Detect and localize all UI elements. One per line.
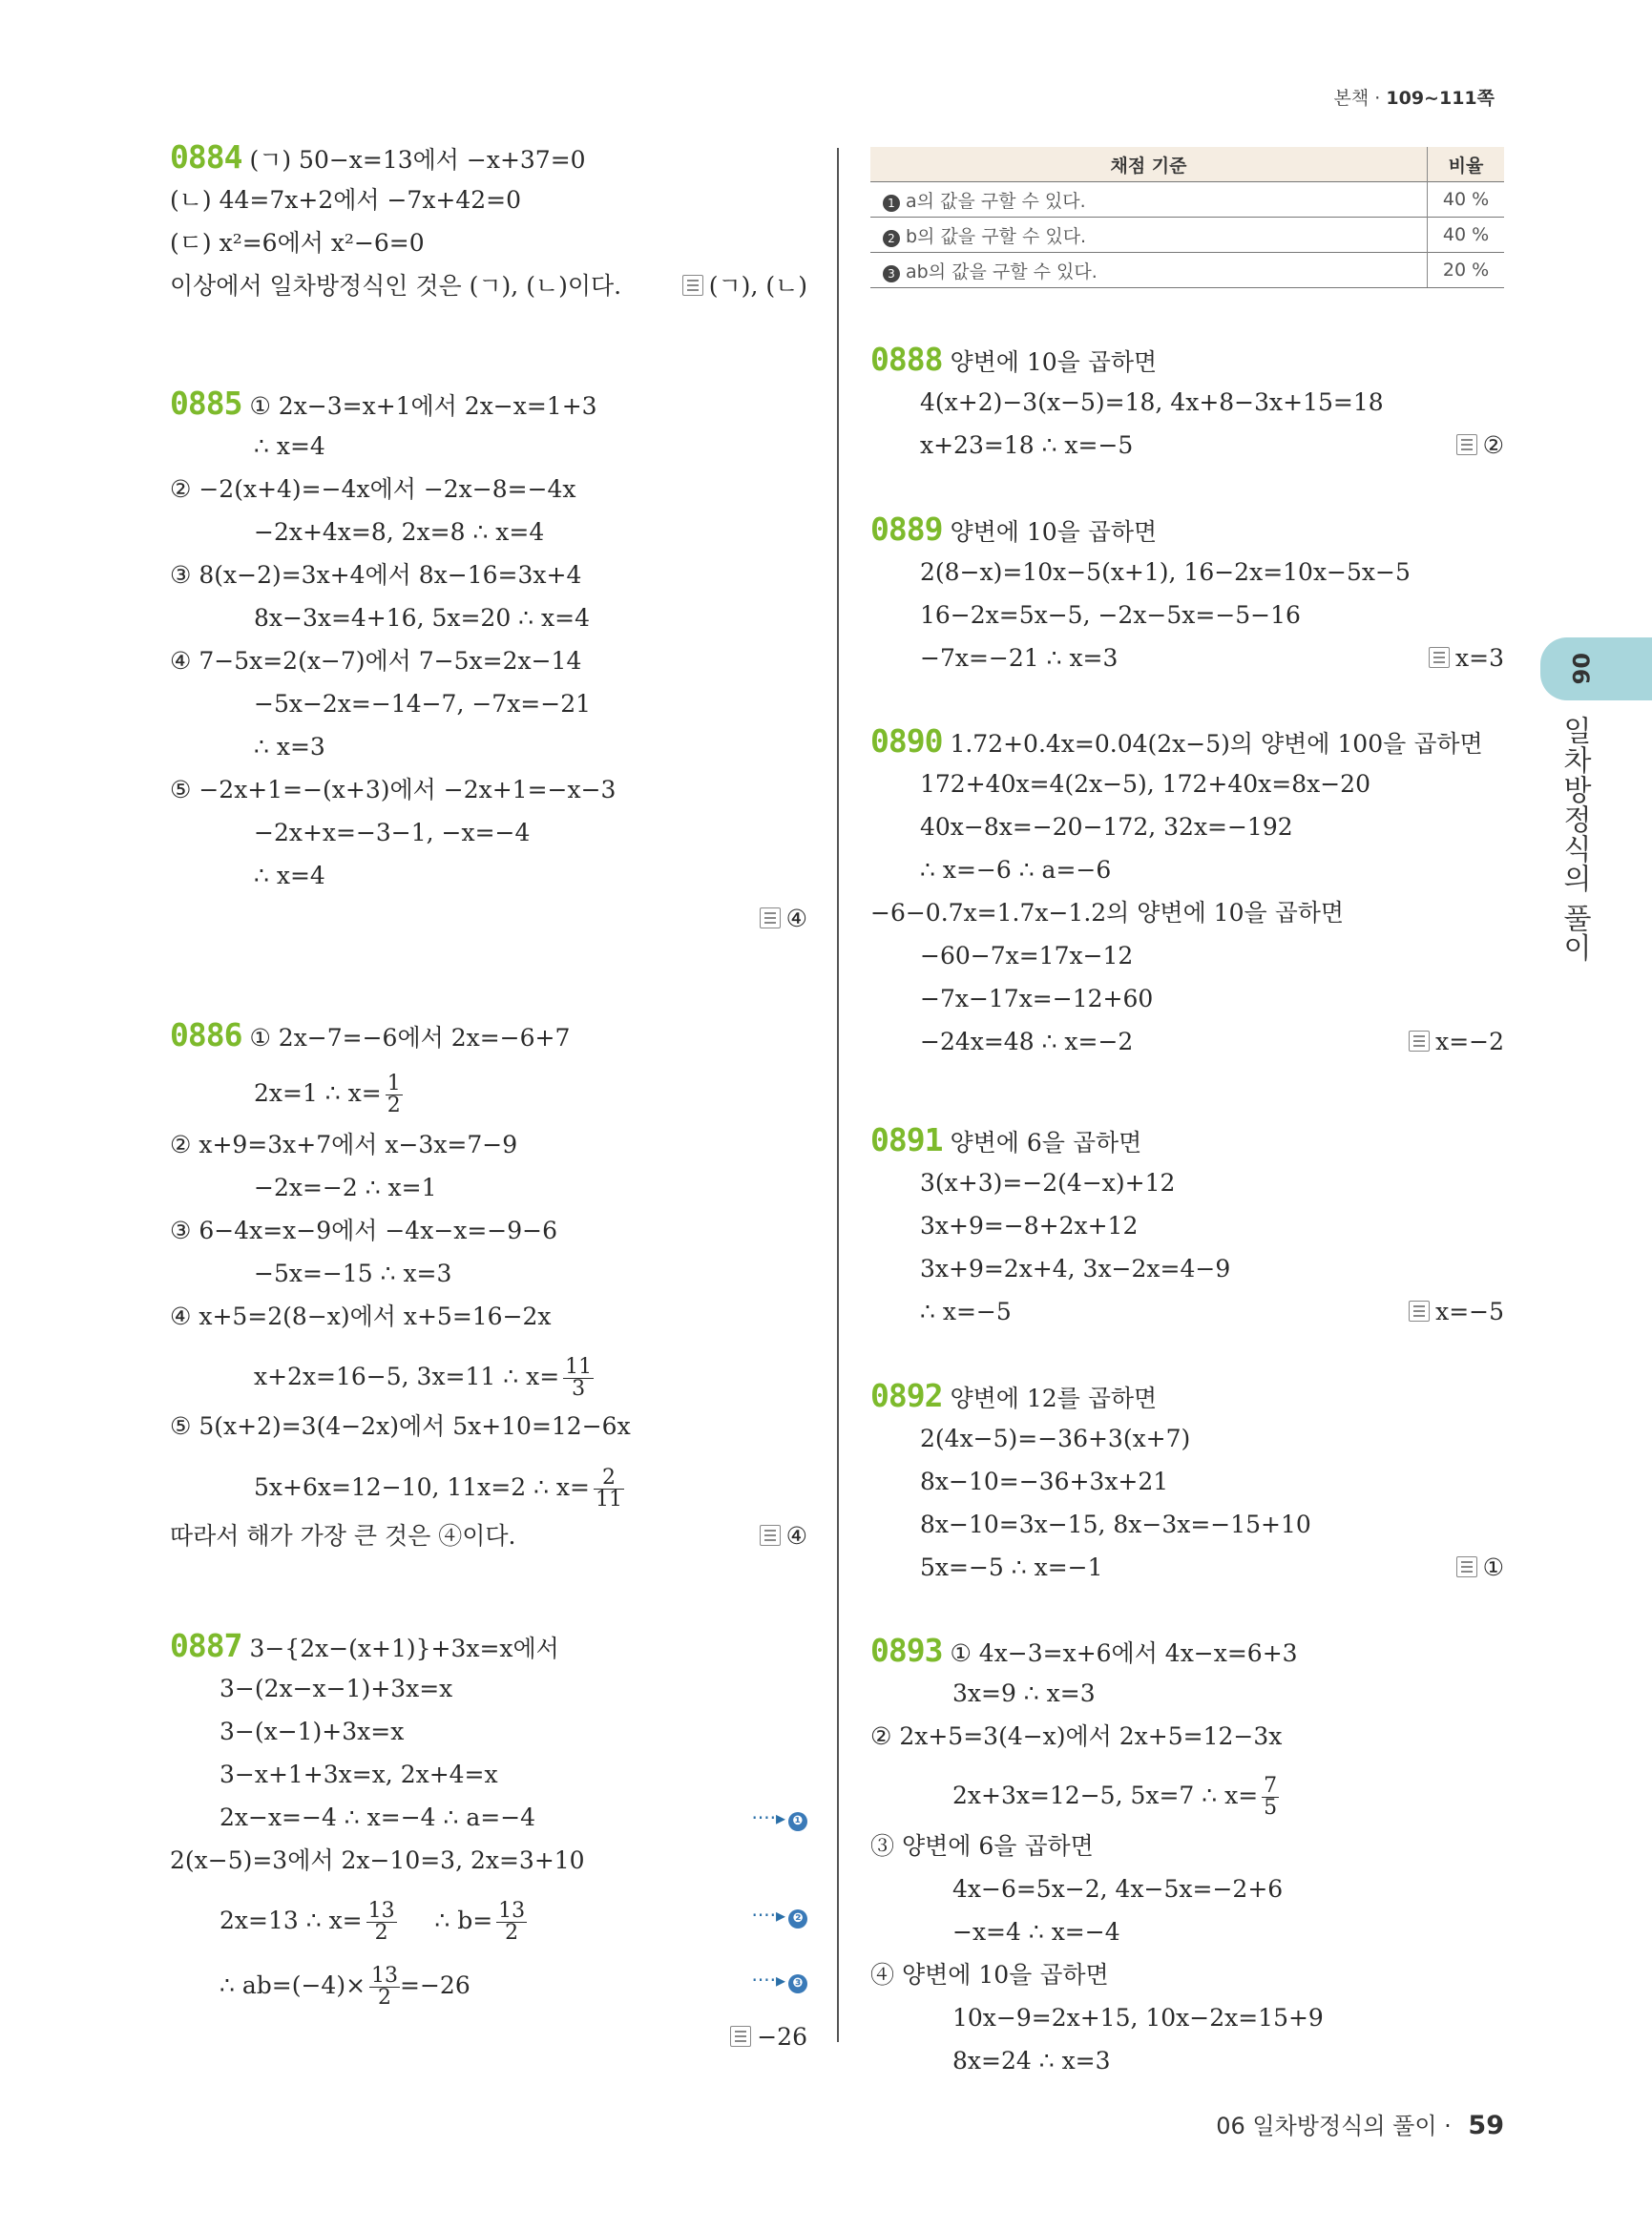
problem-number: 0889 bbox=[870, 511, 943, 548]
solution-line: −2x+4x=8, 2x=8 ∴ x=4 bbox=[254, 518, 545, 546]
answer: ④ bbox=[760, 1522, 807, 1551]
chapter-side-title: 일차방정식의 풀이 bbox=[1558, 716, 1591, 963]
step-marker: ····▸ ❸ bbox=[752, 1969, 807, 1993]
problem-number: 0890 bbox=[870, 722, 943, 760]
answer-icon bbox=[760, 1525, 781, 1546]
solution-line: 2(8−x)=10x−5(x+1), 16−2x=10x−5x−5 bbox=[920, 558, 1411, 586]
page-number: 59 bbox=[1468, 2111, 1504, 2140]
answer-icon bbox=[682, 275, 703, 296]
column-divider bbox=[837, 148, 839, 2042]
answer: ④ bbox=[760, 905, 807, 933]
solution-line: 3−x+1+3x=x, 2x+4=x bbox=[220, 1761, 498, 1788]
solution-line: ③ 양변에 6을 곱하면 bbox=[870, 1832, 1094, 1860]
answer-icon bbox=[1429, 647, 1450, 668]
fraction: $\frac{1}{2}$ bbox=[387, 1072, 401, 1117]
chapter-number: 06 bbox=[1567, 653, 1594, 685]
solution-line: −x=4 ∴ x=−4 bbox=[952, 1918, 1120, 1946]
table-row: 1 a의 값을 구할 수 있다. 40 % bbox=[870, 182, 1504, 218]
solution-line: ④ 7−5x=2(x−7)에서 7−5x=2x−14 bbox=[170, 647, 582, 675]
problem-number: 0892 bbox=[870, 1377, 943, 1414]
fraction: $\frac{13}{2}$ bbox=[367, 1899, 395, 1945]
solution-line: ⑤ 5(x+2)=3(4−2x)에서 5x+10=12−6x bbox=[170, 1412, 631, 1440]
page-footer: 06 일차방정식의 풀이 · 59 bbox=[1216, 2111, 1504, 2140]
solution-line: 4(x+2)−3(x−5)=18, 4x+8−3x+15=18 bbox=[920, 388, 1384, 416]
solution-line: ② 2x+5=3(4−x)에서 2x+5=12−3x bbox=[870, 1722, 1283, 1750]
solution-line: 2(x−5)=3에서 2x−10=3, 2x=3+10 bbox=[170, 1846, 585, 1874]
solution-line: 3x+9=2x+4, 3x−2x=4−9 bbox=[920, 1255, 1231, 1282]
fraction: $\frac{7}{5}$ bbox=[1264, 1774, 1278, 1820]
solution-line: ① 2x−3=x+1에서 2x−x=1+3 bbox=[249, 392, 597, 420]
problem-number: 0887 bbox=[170, 1627, 242, 1664]
solution-line: 양변에 12를 곱하면 bbox=[950, 1385, 1158, 1412]
solution-line: 8x=24 ∴ x=3 bbox=[952, 2047, 1111, 2075]
solution-line: 5x=−5 ∴ x=−1 bbox=[920, 1553, 1103, 1581]
header-label: 본책 bbox=[1333, 88, 1370, 109]
solution-line: 8x−10=−36+3x+21 bbox=[920, 1468, 1169, 1495]
solution-line: ④ x+5=2(8−x)에서 x+5=16−2x bbox=[170, 1303, 552, 1330]
solution-line: 16−2x=5x−5, −2x−5x=−5−16 bbox=[920, 601, 1301, 629]
solution-line: ∴ x=3 bbox=[254, 733, 325, 761]
fraction: $\frac{13}{2}$ bbox=[371, 1964, 399, 2010]
solution-line: x+2x=16−5, 3x=11 ∴ x= $\frac{11}{3}$ bbox=[254, 1355, 593, 1401]
solution-line: ∴ x=−5 bbox=[920, 1298, 1012, 1325]
table-header bbox=[870, 147, 1504, 182]
solution-line: 8x−10=3x−15, 8x−3x=−15+10 bbox=[920, 1511, 1311, 1538]
solution-line: ④ 양변에 10을 곱하면 bbox=[870, 1961, 1109, 1989]
solution-line: 양변에 10을 곱하면 bbox=[950, 348, 1158, 376]
solution-line: (ㄴ) 44=7x+2에서 −7x+42=0 bbox=[170, 186, 522, 214]
solution-line: 2(4x−5)=−36+3(x+7) bbox=[920, 1425, 1191, 1452]
header-ratio: 비율 bbox=[1428, 147, 1505, 182]
answer: −26 bbox=[730, 2023, 807, 2052]
solution-line: 3−(x−1)+3x=x bbox=[220, 1718, 405, 1745]
solution-line: −5x−2x=−14−7, −7x=−21 bbox=[254, 690, 592, 718]
solution-line: 1.72+0.4x=0.04(2x−5)의 양변에 100을 곱하면 bbox=[950, 730, 1483, 758]
solution-line: 4x−6=5x−2, 4x−5x=−2+6 bbox=[952, 1875, 1284, 1903]
answer-icon bbox=[760, 907, 781, 928]
page-header: 본책 · 109~111쪽 bbox=[1333, 88, 1495, 109]
solution-line: 3−{2x−(x+1)}+3x=x에서 bbox=[249, 1635, 559, 1662]
solution-line: ⑤ −2x+1=−(x+3)에서 −2x+1=−x−3 bbox=[170, 776, 617, 803]
fraction: $\frac{13}{2}$ bbox=[498, 1899, 526, 1945]
table-row: 2 b의 값을 구할 수 있다. 40 % bbox=[870, 218, 1504, 253]
solution-line: x+23=18 ∴ x=−5 bbox=[920, 431, 1134, 459]
solution-line: 3x=9 ∴ x=3 bbox=[952, 1679, 1096, 1707]
solution-line: 이상에서 일차방정식인 것은 (ㄱ), (ㄴ)이다. bbox=[170, 272, 622, 300]
chapter-tab bbox=[1540, 637, 1652, 700]
solution-line: −2x=−2 ∴ x=1 bbox=[254, 1174, 437, 1201]
solution-line: ∴ x=−6 ∴ a=−6 bbox=[920, 856, 1112, 884]
solution-line: ∴ ab=(−4)× $\frac{13}{2}$ =−26 bbox=[220, 1964, 471, 2010]
solution-line: 10x−9=2x+15, 10x−2x=15+9 bbox=[952, 2004, 1324, 2032]
answer-icon bbox=[730, 2026, 751, 2047]
problem-number: 0888 bbox=[870, 341, 943, 378]
solution-line: (ㄱ) 50−x=13에서 −x+37=0 bbox=[249, 146, 586, 174]
solution-line: ③ 6−4x=x−9에서 −4x−x=−9−6 bbox=[170, 1217, 558, 1244]
solution-line: ① 4x−3=x+6에서 4x−x=6+3 bbox=[950, 1639, 1298, 1667]
solution-line: −2x+x=−3−1, −x=−4 bbox=[254, 819, 531, 846]
answer-icon bbox=[1409, 1031, 1430, 1052]
fraction: $\frac{2}{11}$ bbox=[595, 1466, 622, 1512]
solution-line: 2x+3x=12−5, 5x=7 ∴ x= $\frac{7}{5}$ bbox=[952, 1774, 1278, 1820]
solution-line: −7x−17x=−12+60 bbox=[920, 985, 1154, 1012]
solution-line: ③ 8(x−2)=3x+4에서 8x−16=3x+4 bbox=[170, 561, 582, 589]
step-marker: ····▸ ❷ bbox=[752, 1904, 807, 1929]
answer: ② bbox=[1456, 431, 1504, 460]
solution-line: −7x=−21 ∴ x=3 bbox=[920, 644, 1119, 672]
problem-number: 0885 bbox=[170, 385, 242, 422]
solution-line: ② −2(x+4)=−4x에서 −2x−8=−4x bbox=[170, 475, 576, 503]
table-row: 3 ab의 값을 구할 수 있다. 20 % bbox=[870, 253, 1504, 288]
scoring-table bbox=[870, 147, 1504, 288]
problem-number: 0891 bbox=[870, 1121, 943, 1158]
fraction: $\frac{11}{3}$ bbox=[565, 1355, 593, 1401]
solution-line: 양변에 6을 곱하면 bbox=[950, 1129, 1142, 1157]
solution-line: ∴ x=4 bbox=[254, 862, 325, 889]
answer: x=−5 bbox=[1409, 1298, 1504, 1326]
solution-line: 2x=13 ∴ x= $\frac{13}{2}$ ∴ b= $\frac{13}{2}$ bbox=[220, 1899, 526, 1945]
answer-icon bbox=[1456, 434, 1477, 455]
answer: x=−2 bbox=[1409, 1028, 1504, 1056]
answer-icon bbox=[1456, 1556, 1477, 1577]
solution-line: ② x+9=3x+7에서 x−3x=7−9 bbox=[170, 1131, 518, 1158]
header-criteria: 채점 기준 bbox=[870, 147, 1428, 182]
solution-line: 따라서 해가 가장 큰 것은 ④이다. bbox=[170, 1522, 516, 1550]
solution-line: −24x=48 ∴ x=−2 bbox=[920, 1028, 1134, 1055]
solution-line: −6−0.7x=1.7x−1.2의 양변에 10을 곱하면 bbox=[870, 899, 1345, 927]
problem-number: 0884 bbox=[170, 138, 242, 176]
solution-line: 8x−3x=4+16, 5x=20 ∴ x=4 bbox=[254, 604, 590, 632]
footer-title: 06 일차방정식의 풀이 bbox=[1216, 2113, 1437, 2139]
step-marker: ····▸ ❶ bbox=[752, 1806, 807, 1831]
solution-line: 3x+9=−8+2x+12 bbox=[920, 1212, 1139, 1240]
solution-line: 40x−8x=−20−172, 32x=−192 bbox=[920, 813, 1293, 841]
solution-line: −60−7x=17x−12 bbox=[920, 942, 1134, 970]
solution-line: ∴ x=4 bbox=[254, 432, 325, 460]
header-range: 109~111쪽 bbox=[1386, 88, 1495, 109]
problem-number: 0893 bbox=[870, 1632, 943, 1669]
solution-line: 172+40x=4(2x−5), 172+40x=8x−20 bbox=[920, 770, 1370, 798]
answer: (ㄱ), (ㄴ) bbox=[682, 272, 807, 301]
solution-line: −5x=−15 ∴ x=3 bbox=[254, 1260, 452, 1287]
solution-line: 3−(2x−x−1)+3x=x bbox=[220, 1675, 453, 1702]
solution-line: 2x−x=−4 ∴ x=−4 ∴ a=−4 bbox=[220, 1804, 536, 1831]
solution-line: 5x+6x=12−10, 11x=2 ∴ x= $\frac{2}{11}$ bbox=[254, 1466, 622, 1512]
solution-line: 3(x+3)=−2(4−x)+12 bbox=[920, 1169, 1176, 1197]
solution-line: (ㄷ) x²=6에서 x²−6=0 bbox=[170, 229, 425, 257]
answer: ① bbox=[1456, 1553, 1504, 1582]
solution-line: 양변에 10을 곱하면 bbox=[950, 518, 1158, 546]
answer-icon bbox=[1409, 1301, 1430, 1322]
solution-line: ① 2x−7=−6에서 2x=−6+7 bbox=[249, 1024, 571, 1052]
answer: x=3 bbox=[1429, 644, 1504, 673]
solution-line: 2x=1 ∴ x= $\frac{1}{2}$ bbox=[254, 1072, 401, 1117]
problem-number: 0886 bbox=[170, 1016, 242, 1053]
